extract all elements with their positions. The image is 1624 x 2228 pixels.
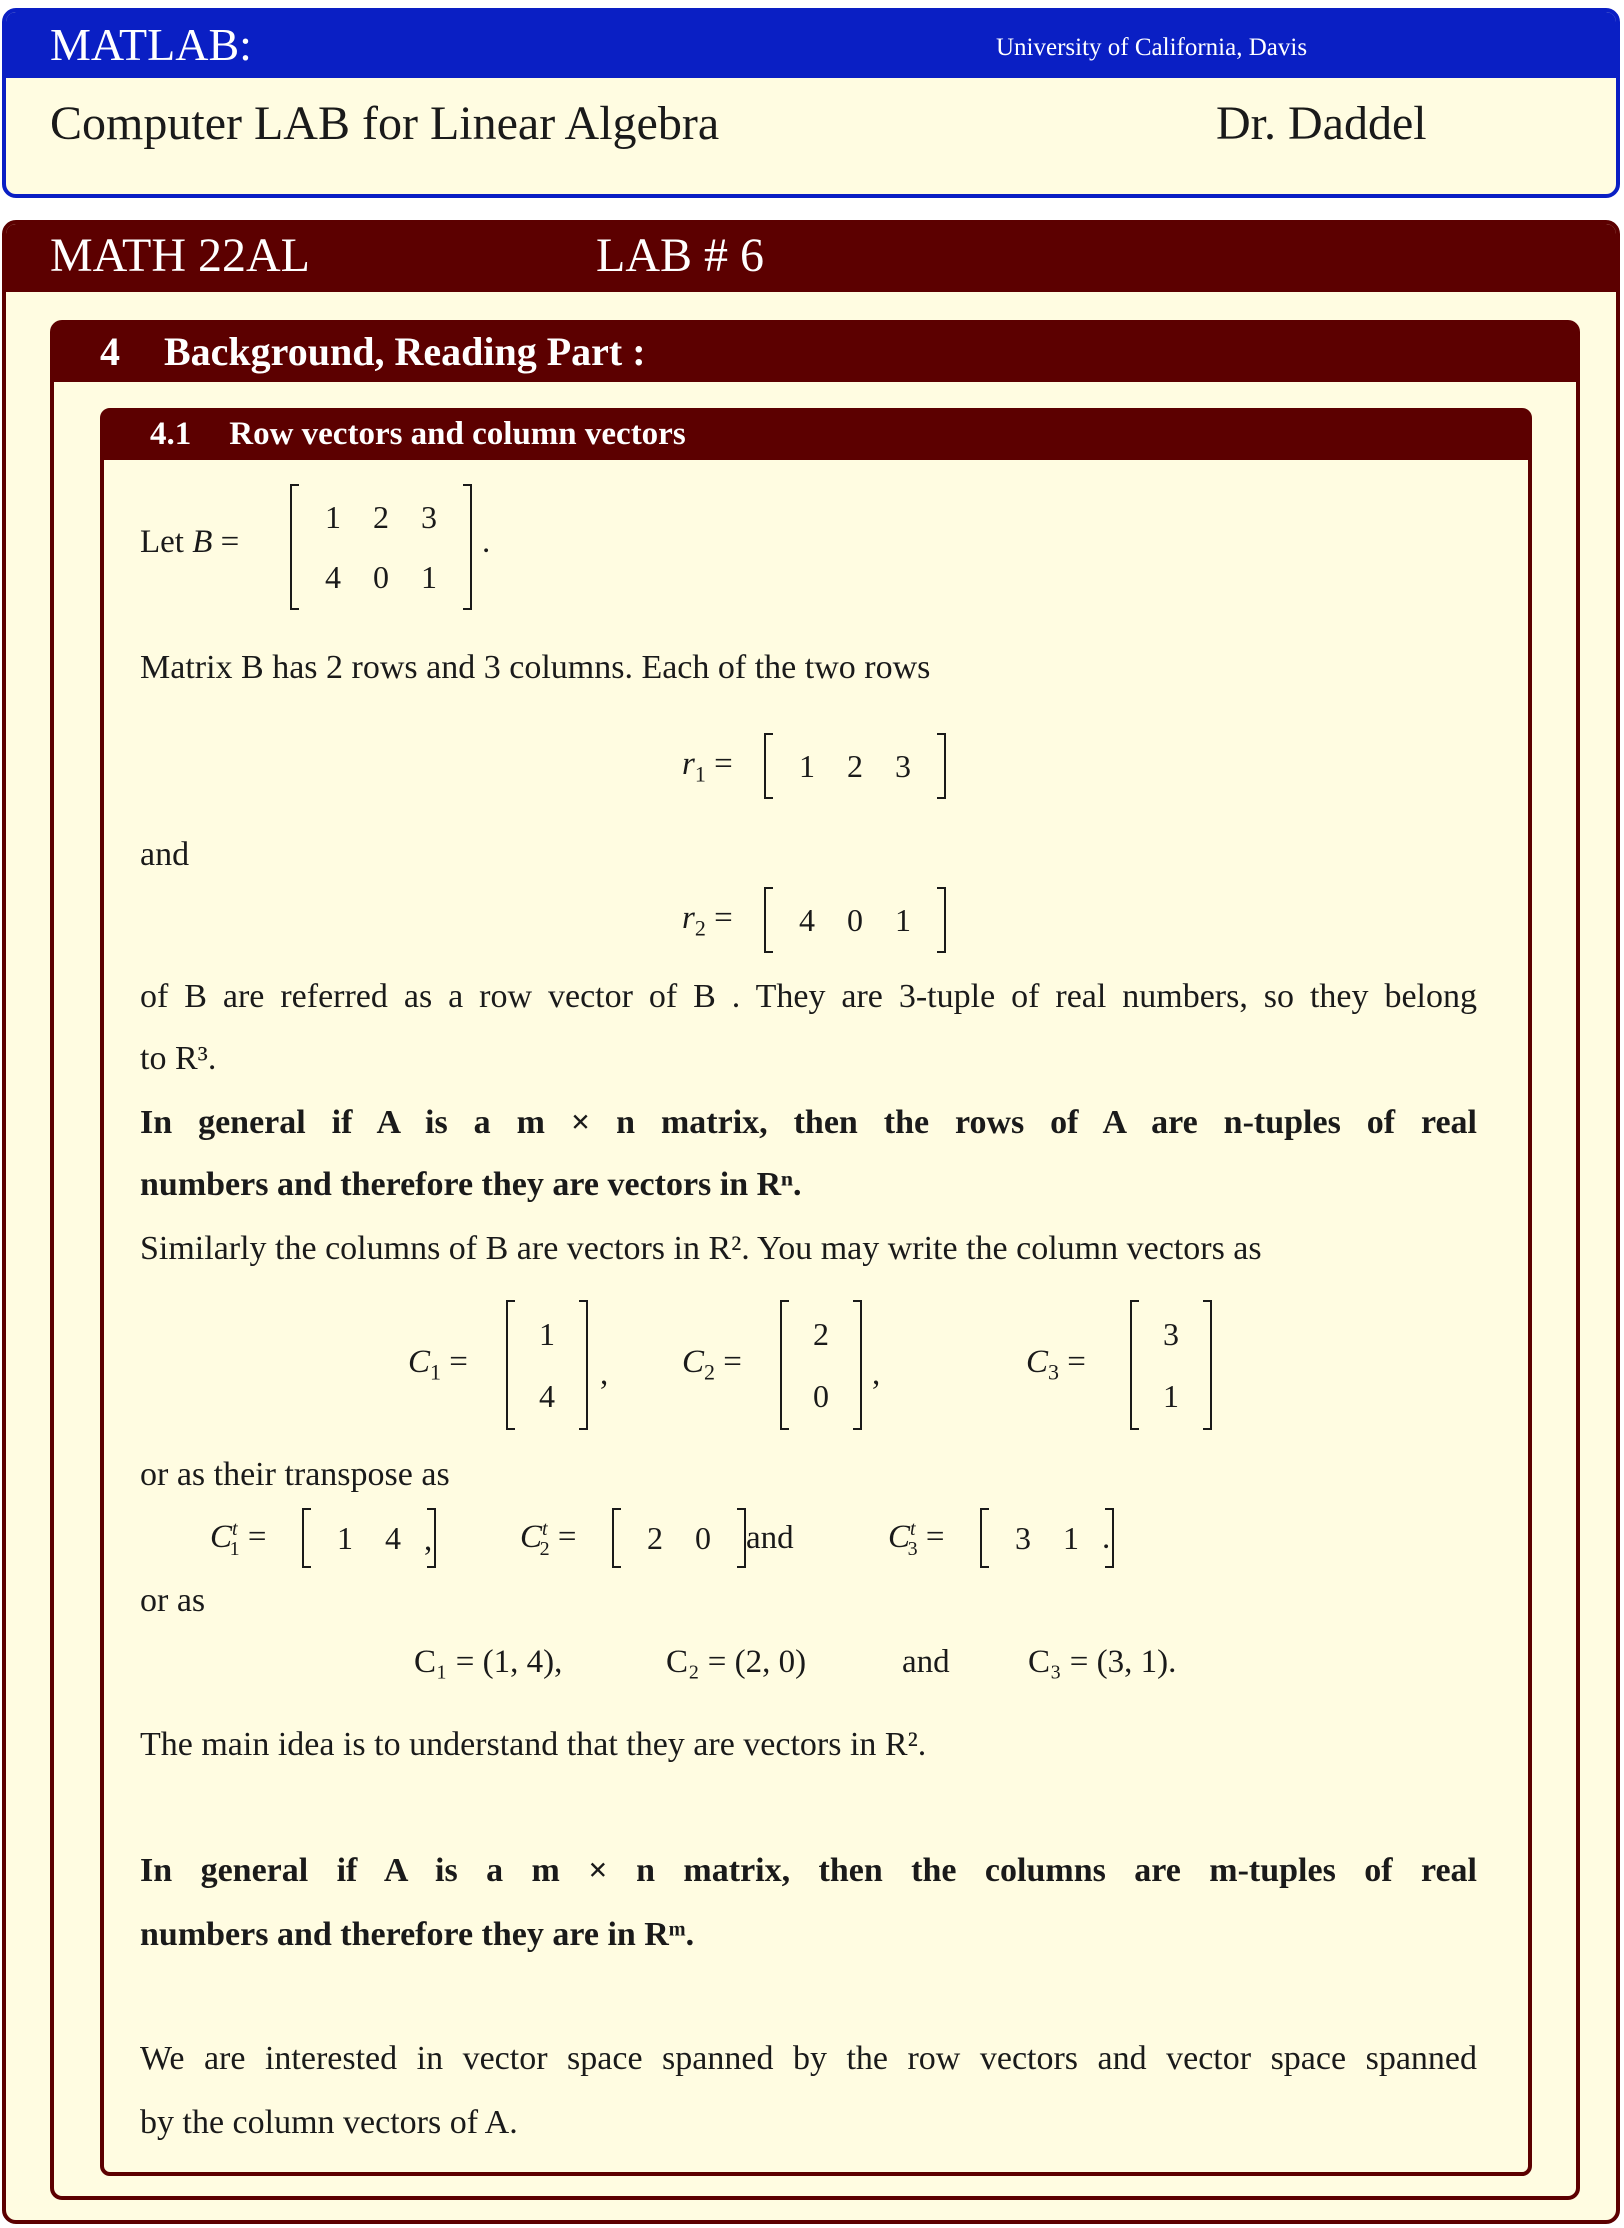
general-rows-line2: numbers and therefore they are vectors in Rⁿ. xyxy=(140,1166,802,1203)
vector-cell: 3 xyxy=(895,747,911,784)
vector-cell: 0 xyxy=(695,1519,711,1556)
vector-cell: 4 xyxy=(539,1378,555,1414)
para-transpose: or as their transpose as xyxy=(140,1456,450,1493)
C1t-vector xyxy=(302,1508,436,1568)
vector-cell: 2 xyxy=(647,1519,663,1556)
vector-cell: 1 xyxy=(895,901,911,938)
course-name: Computer LAB for Linear Algebra xyxy=(50,97,720,150)
matrix-name: B xyxy=(192,524,213,560)
vector-cell: 1 xyxy=(1063,1519,1079,1556)
vector-cell: 3 xyxy=(1163,1316,1179,1352)
general-rows-line1: In general if A is a m × n matrix, then the rows of A are n-tuples of real xyxy=(140,1104,1477,1141)
let-statement: Let B = xyxy=(140,524,240,560)
period: . xyxy=(482,524,491,560)
subsection-title xyxy=(150,416,686,453)
section-title xyxy=(100,328,646,375)
matrix-B xyxy=(290,484,472,610)
matrix-cell: 2 xyxy=(373,499,389,535)
C3t-vector xyxy=(980,1508,1114,1568)
vector-cell: 1 xyxy=(539,1316,555,1352)
general-cols-line2: numbers and therefore they are in Rᵐ. xyxy=(140,1916,695,1953)
C1t-label: $C^t_1$ = xyxy=(210,1518,267,1560)
tuple-C1: C₁ = (1, 4), xyxy=(414,1644,563,1680)
para-rowvec-line1: of B are referred as a row vector of B . They are 3-tuple of real numbers, so they belong xyxy=(140,978,1477,1015)
C1-label: $C_1$ = xyxy=(408,1344,468,1385)
vector-cell: 1 xyxy=(799,747,815,784)
vector-cell: 1 xyxy=(1163,1378,1179,1414)
C3-vector xyxy=(1130,1300,1212,1430)
C3t-label: $C^t_3$ = xyxy=(888,1518,945,1560)
C2-vector xyxy=(780,1300,862,1430)
r1-label: $r_1$ = xyxy=(682,746,733,787)
vector-cell: 4 xyxy=(385,1519,401,1556)
or-as: or as xyxy=(140,1582,206,1619)
vector-cell: 4 xyxy=(799,901,815,938)
subsection-number: 4.1 xyxy=(150,416,192,452)
and-word: and xyxy=(140,836,190,873)
vector-cell: 0 xyxy=(813,1378,829,1414)
header-title: MATLAB: xyxy=(50,19,252,70)
matrix-cell: 1 xyxy=(325,499,341,535)
C2t-label: $C^t_2$ = xyxy=(520,1518,577,1560)
subsection-title-text: Row vectors and column vectors xyxy=(229,416,686,452)
matrix-cell: 0 xyxy=(373,559,389,595)
r2-vector xyxy=(764,887,946,953)
section-title-text: Background, Reading Part : xyxy=(164,329,646,374)
r2-label: $r_2$ = xyxy=(682,900,733,941)
matrix-cell: 1 xyxy=(421,559,437,595)
section-number: 4 xyxy=(100,329,120,374)
vector-cell: 0 xyxy=(847,901,863,938)
matrix-cell: 3 xyxy=(421,499,437,535)
matrix-cell: 4 xyxy=(325,559,341,595)
lab-number: LAB # 6 xyxy=(596,229,764,282)
general-cols-line1: In general if A is a m × n matrix, then the columns are m-tuples of real xyxy=(140,1852,1477,1889)
lab-course-code: MATH 22AL xyxy=(50,229,310,282)
vector-cell: 2 xyxy=(847,747,863,784)
C3-label: $C_3$ = xyxy=(1026,1344,1086,1385)
vector-cell: 1 xyxy=(337,1519,353,1556)
para-rows: Matrix B has 2 rows and 3 columns. Each of the two rows xyxy=(140,649,931,686)
and-transpose: and xyxy=(746,1520,794,1556)
para-columns: Similarly the columns of B are vectors in R². You may write the column vectors as xyxy=(140,1230,1262,1267)
r1-vector xyxy=(764,733,946,799)
instructor-name: Dr. Daddel xyxy=(1216,97,1427,150)
tuple-and: and xyxy=(902,1644,950,1680)
C1-vector xyxy=(506,1300,588,1430)
tuple-C3: C₃ = (3, 1). xyxy=(1028,1644,1177,1680)
university-name: University of California, Davis xyxy=(996,34,1308,61)
interest-line1: We are interested in vector space spanned by the row vectors and vector space spanned xyxy=(140,2040,1477,2077)
bracket-left xyxy=(290,484,299,610)
C2-label: $C_2$ = xyxy=(682,1344,742,1385)
C2t-vector xyxy=(612,1508,746,1568)
vector-cell: 2 xyxy=(813,1316,829,1352)
bracket-right xyxy=(463,484,472,610)
para-rowvec-line2: to R³. xyxy=(140,1040,217,1077)
vector-cell: 3 xyxy=(1015,1519,1031,1556)
tuple-C2: C₂ = (2, 0) xyxy=(666,1644,807,1680)
main-idea: The main idea is to understand that they are vectors in R². xyxy=(140,1726,927,1763)
header-box xyxy=(2,8,1620,198)
interest-line2: by the column vectors of A. xyxy=(140,2104,518,2141)
